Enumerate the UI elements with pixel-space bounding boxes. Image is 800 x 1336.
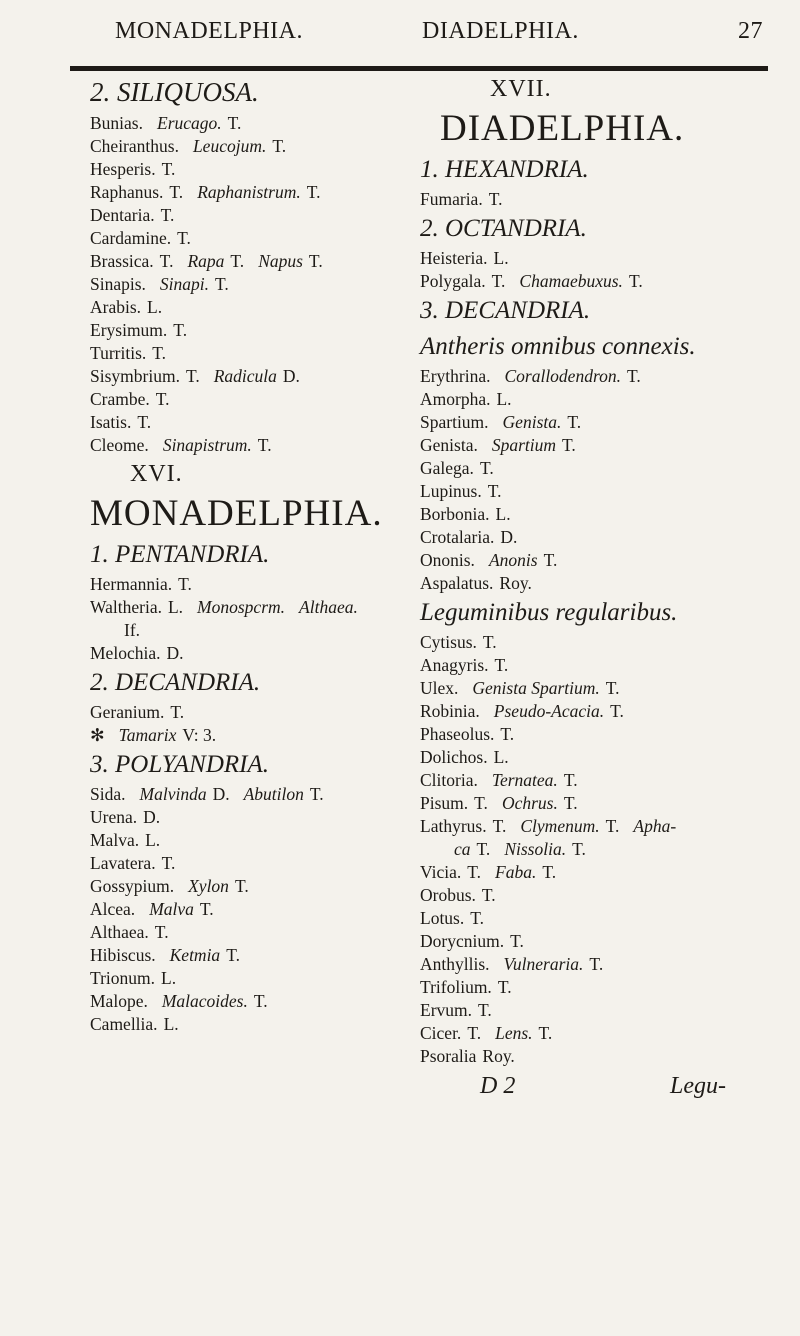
taxon-entry bbox=[90, 829, 420, 852]
genus-name: Isatis. bbox=[90, 412, 132, 432]
genus-name: Lotus. bbox=[420, 908, 465, 928]
authority: T. bbox=[308, 251, 323, 271]
order-heading: Antheris omnibus connexis. bbox=[420, 333, 696, 360]
authority: T. bbox=[154, 922, 169, 942]
catchword: Legu- bbox=[670, 1073, 726, 1099]
class-number: XVI. bbox=[130, 461, 183, 487]
synonym: Malvinda bbox=[139, 784, 207, 804]
genus-name: Amorpha. bbox=[420, 389, 491, 409]
genus-name: Cleome. bbox=[90, 435, 149, 455]
authority: D. bbox=[282, 366, 300, 386]
genus-name: Cytisus. bbox=[420, 632, 477, 652]
order-heading: 1. PENTANDRIA. bbox=[90, 541, 270, 568]
order-heading: 3. POLYANDRIA. bbox=[90, 751, 270, 778]
authority: T. bbox=[161, 853, 176, 873]
authority: T. bbox=[161, 159, 176, 179]
authority: T. bbox=[491, 271, 506, 291]
order-heading: 1. HEXANDRIA. bbox=[420, 156, 589, 183]
authority: T. bbox=[215, 274, 229, 294]
synonym: Malva bbox=[149, 899, 194, 919]
authority: D. bbox=[500, 527, 518, 547]
authority: D. bbox=[143, 807, 161, 827]
synonym: Ochrus. bbox=[501, 793, 558, 813]
taxon-entry bbox=[420, 572, 790, 595]
authority: T. bbox=[234, 876, 249, 896]
genus-name: Polygala. bbox=[420, 271, 486, 291]
genus-name: Erysimum. bbox=[90, 320, 168, 340]
genus-name: Melochia. bbox=[90, 643, 161, 663]
genus-name: Ononis. bbox=[420, 550, 475, 570]
synonym: Rapa bbox=[187, 251, 225, 271]
taxon-entry bbox=[420, 388, 790, 411]
taxon-entry bbox=[90, 806, 420, 829]
authority: T. bbox=[605, 678, 620, 698]
authority: T. bbox=[152, 343, 167, 363]
genus-name: Dentaria. bbox=[90, 205, 155, 225]
authority: L. bbox=[161, 968, 177, 988]
section-heading: 2. SILIQUOSA. bbox=[90, 77, 259, 107]
authority: T. bbox=[487, 481, 502, 501]
order-heading: 3. DECANDRIA. bbox=[420, 297, 591, 324]
taxon-entry bbox=[90, 701, 420, 724]
taxon-entry bbox=[90, 852, 420, 875]
synonym: Sinapi. bbox=[159, 274, 210, 294]
authority: T. bbox=[563, 793, 578, 813]
taxon-entry bbox=[90, 227, 420, 250]
genus-name: Raphanus. bbox=[90, 182, 164, 202]
authority: T. bbox=[185, 366, 200, 386]
taxon-entry bbox=[90, 898, 420, 921]
genus-name: Alcea. bbox=[90, 899, 136, 919]
synonym: Apha- bbox=[633, 816, 677, 836]
authority: T. bbox=[478, 1000, 492, 1020]
taxon-entry bbox=[90, 296, 420, 319]
authority: T. bbox=[173, 320, 188, 340]
synonym: Lens. bbox=[495, 1023, 533, 1043]
genus-name: Crotalaria. bbox=[420, 527, 495, 547]
order-heading: 2. OCTANDRIA. bbox=[420, 215, 587, 242]
taxon-entry bbox=[90, 967, 420, 990]
synonym: Althaea. bbox=[299, 597, 358, 617]
authority: If. bbox=[124, 620, 141, 640]
genus-name: Psoralia bbox=[420, 1046, 477, 1066]
authority: T. bbox=[199, 899, 214, 919]
taxon-entry bbox=[420, 953, 790, 976]
authority: Roy. bbox=[499, 573, 532, 593]
genus-name: Fumaria. bbox=[420, 189, 483, 209]
taxon-entry bbox=[420, 1022, 790, 1045]
taxon-entry bbox=[420, 247, 790, 270]
taxon-entry bbox=[420, 434, 790, 457]
authority: L. bbox=[496, 389, 512, 409]
synonym: Chamaebuxus. bbox=[519, 271, 623, 291]
taxon-entry bbox=[420, 526, 790, 549]
class-title: DIADELPHIA. bbox=[440, 108, 685, 149]
page-number: 27 bbox=[738, 18, 763, 44]
authority: T. bbox=[562, 435, 576, 455]
genus-name: Brassica. bbox=[90, 251, 154, 271]
taxon-entry bbox=[90, 204, 420, 227]
class-title: MONADELPHIA. bbox=[90, 493, 383, 534]
taxon-entry bbox=[90, 112, 420, 135]
genus-name: Genista. bbox=[420, 435, 478, 455]
taxon-entry bbox=[90, 921, 420, 944]
authority: T. bbox=[488, 189, 503, 209]
genus-name: Vicia. bbox=[420, 862, 462, 882]
authority: D. bbox=[166, 643, 184, 663]
taxon-entry bbox=[420, 270, 790, 293]
authority: D. bbox=[212, 784, 230, 804]
taxon-entry bbox=[420, 654, 790, 677]
authority: L. bbox=[163, 1014, 179, 1034]
authority: T. bbox=[467, 862, 482, 882]
genus-name: Urena. bbox=[90, 807, 138, 827]
genus-name: Anthyllis. bbox=[420, 954, 490, 974]
synonym: Malacoides. bbox=[161, 991, 248, 1011]
order-heading: 2. DECANDRIA. bbox=[90, 669, 261, 696]
authority: T. bbox=[481, 885, 496, 905]
synonym: Tamarix bbox=[118, 725, 177, 745]
right-column bbox=[420, 72, 790, 1104]
synonym: Sinapistrum. bbox=[162, 435, 252, 455]
genus-name: Cheiranthus. bbox=[90, 136, 179, 156]
taxon-entry bbox=[90, 642, 420, 665]
signature-mark: D 2 bbox=[480, 1073, 516, 1099]
genus-name: Malope. bbox=[90, 991, 148, 1011]
order-heading: Leguminibus regularibus. bbox=[420, 599, 678, 626]
authority: T. bbox=[227, 113, 242, 133]
taxon-entry bbox=[420, 700, 790, 723]
taxon-entry bbox=[420, 188, 790, 211]
genus-name: Trifolium. bbox=[420, 977, 492, 997]
authority: T. bbox=[500, 724, 515, 744]
authority: T. bbox=[177, 228, 191, 248]
authority: T. bbox=[589, 954, 604, 974]
authority: T. bbox=[160, 205, 175, 225]
authority: T. bbox=[253, 991, 268, 1011]
authority: T. bbox=[230, 251, 245, 271]
header-center-title: DIADELPHIA. bbox=[422, 18, 579, 44]
running-header bbox=[0, 18, 800, 68]
synonym: Radicula bbox=[213, 366, 277, 386]
synonym: Abutilon bbox=[243, 784, 304, 804]
authority: T. bbox=[626, 366, 641, 386]
authority: T. bbox=[272, 136, 287, 156]
authority: T. bbox=[170, 702, 185, 722]
taxon-entry bbox=[90, 181, 420, 204]
authority: T. bbox=[563, 770, 578, 790]
synonym: Clymenum. bbox=[520, 816, 600, 836]
authority: T. bbox=[474, 793, 488, 813]
taxon-entry bbox=[90, 411, 420, 434]
taxon-entry bbox=[90, 135, 420, 158]
synonym: Genista Spartium. bbox=[472, 678, 600, 698]
taxon-entry bbox=[90, 319, 420, 342]
taxon-entry bbox=[90, 273, 420, 296]
genus-name: Spartium. bbox=[420, 412, 489, 432]
authority: T. bbox=[309, 784, 324, 804]
synonym: Anonis bbox=[488, 550, 538, 570]
taxon-entry bbox=[90, 724, 420, 747]
genus-name: Hibiscus. bbox=[90, 945, 156, 965]
taxon-entry bbox=[420, 723, 790, 746]
authority: T. bbox=[159, 251, 174, 271]
authority: T. bbox=[497, 977, 512, 997]
genus-name: Waltheria. bbox=[90, 597, 162, 617]
genus-name: Althaea. bbox=[90, 922, 149, 942]
taxon-entry bbox=[90, 875, 420, 898]
taxon-entry bbox=[420, 792, 790, 815]
synonym: Xylon bbox=[188, 876, 229, 896]
genus-name: ✻ bbox=[90, 725, 105, 745]
taxon-entry bbox=[90, 342, 420, 365]
authority: T. bbox=[306, 182, 321, 202]
genus-name: Crambe. bbox=[90, 389, 150, 409]
genus-name: Borbonia. bbox=[420, 504, 490, 524]
authority: T. bbox=[467, 1023, 482, 1043]
genus-name: Lathyrus. bbox=[420, 816, 487, 836]
synonym: Vulneraria. bbox=[503, 954, 584, 974]
left-column bbox=[90, 72, 420, 1036]
authority: T. bbox=[572, 839, 586, 859]
synonym: Faba. bbox=[495, 862, 537, 882]
genus-name: Aspalatus. bbox=[420, 573, 494, 593]
genus-name: Sinapis. bbox=[90, 274, 146, 294]
genus-name: Ulex. bbox=[420, 678, 459, 698]
genus-name: Lupinus. bbox=[420, 481, 482, 501]
authority: T. bbox=[257, 435, 272, 455]
taxon-entry bbox=[420, 631, 790, 654]
authority: L. bbox=[495, 504, 511, 524]
taxon-entry bbox=[90, 388, 420, 411]
taxon-entry bbox=[420, 1045, 790, 1068]
synonym: Spartium bbox=[491, 435, 557, 455]
class-number: XVII. bbox=[490, 76, 552, 102]
authority: T. bbox=[476, 839, 491, 859]
authority: L. bbox=[145, 830, 161, 850]
taxon-entry bbox=[90, 434, 420, 457]
genus-name: Robinia. bbox=[420, 701, 480, 721]
genus-name: Gossypium. bbox=[90, 876, 175, 896]
authority: T. bbox=[155, 389, 170, 409]
genus-name: Trionum. bbox=[90, 968, 156, 988]
genus-name: Camellia. bbox=[90, 1014, 158, 1034]
genus-name: Bunias. bbox=[90, 113, 143, 133]
taxon-entry bbox=[420, 746, 790, 769]
genus-name: Erythrina. bbox=[420, 366, 491, 386]
genus-name: Hermannia. bbox=[90, 574, 173, 594]
genus-name: Geranium. bbox=[90, 702, 165, 722]
authority: Roy. bbox=[482, 1046, 515, 1066]
genus-name: Cardamine. bbox=[90, 228, 172, 248]
taxon-entry bbox=[90, 573, 420, 596]
synonym: Monospcrm. bbox=[197, 597, 286, 617]
authority: T. bbox=[510, 931, 524, 951]
taxon-entry bbox=[420, 457, 790, 480]
genus-name: Cicer. bbox=[420, 1023, 462, 1043]
authority: T. bbox=[226, 945, 240, 965]
authority: T. bbox=[137, 412, 152, 432]
genus-name: Anagyris. bbox=[420, 655, 489, 675]
synonym: Ternatea. bbox=[491, 770, 558, 790]
genus-name: Sida. bbox=[90, 784, 126, 804]
authority: T. bbox=[482, 632, 497, 652]
taxon-entry bbox=[420, 549, 790, 572]
taxon-entry bbox=[420, 411, 790, 434]
synonym: Erucago. bbox=[157, 113, 222, 133]
taxon-entry bbox=[420, 999, 790, 1022]
taxon-entry bbox=[420, 365, 790, 388]
authority: T. bbox=[494, 655, 509, 675]
authority: L. bbox=[493, 747, 509, 767]
authority: T. bbox=[610, 701, 624, 721]
genus-name: Heisteria. bbox=[420, 248, 488, 268]
taxon-entry bbox=[90, 944, 420, 967]
genus-name: Phaseolus. bbox=[420, 724, 495, 744]
synonym: Corallodendron. bbox=[504, 366, 621, 386]
taxon-entry bbox=[90, 990, 420, 1013]
header-left-title: MONADELPHIA. bbox=[115, 18, 303, 44]
synonym: Genista. bbox=[502, 412, 562, 432]
authority: T. bbox=[169, 182, 184, 202]
synonym: Ketmia bbox=[169, 945, 221, 965]
authority: T. bbox=[492, 816, 507, 836]
genus-name: Malva. bbox=[90, 830, 140, 850]
authority: V: 3. bbox=[182, 725, 217, 745]
taxon-entry bbox=[420, 838, 790, 861]
taxon-entry bbox=[420, 907, 790, 930]
authority: T. bbox=[479, 458, 494, 478]
taxon-entry bbox=[420, 480, 790, 503]
taxon-entry bbox=[420, 976, 790, 999]
taxon-entry bbox=[420, 503, 790, 526]
synonym: Napus bbox=[258, 251, 303, 271]
genus-name: Ervum. bbox=[420, 1000, 473, 1020]
genus-name: Hesperis. bbox=[90, 159, 156, 179]
synonym: Raphanistrum. bbox=[197, 182, 301, 202]
authority: L. bbox=[167, 597, 184, 617]
genus-name: Dorycnium. bbox=[420, 931, 505, 951]
taxon-entry bbox=[420, 815, 790, 838]
authority: T. bbox=[605, 816, 620, 836]
authority: T. bbox=[567, 412, 582, 432]
taxon-entry bbox=[420, 861, 790, 884]
genus-name: Orobus. bbox=[420, 885, 476, 905]
genus-name: Turritis. bbox=[90, 343, 147, 363]
authority: T. bbox=[178, 574, 192, 594]
genus-name: Lavatera. bbox=[90, 853, 156, 873]
authority: T. bbox=[628, 271, 643, 291]
taxon-entry bbox=[90, 783, 420, 806]
taxon-entry bbox=[90, 250, 420, 273]
genus-name: Clitoria. bbox=[420, 770, 478, 790]
authority: T. bbox=[543, 550, 558, 570]
taxon-entry bbox=[90, 596, 420, 619]
genus-name: Sisymbrium. bbox=[90, 366, 180, 386]
authority: T. bbox=[470, 908, 485, 928]
synonym: Leucojum. bbox=[192, 136, 267, 156]
taxon-entry bbox=[420, 769, 790, 792]
genus-name: Pisum. bbox=[420, 793, 469, 813]
taxon-entry bbox=[420, 677, 790, 700]
genus-name: Galega. bbox=[420, 458, 474, 478]
taxon-entry bbox=[90, 365, 420, 388]
synonym: Pseudo-Acacia. bbox=[493, 701, 605, 721]
taxon-entry bbox=[420, 930, 790, 953]
synonym: ca bbox=[454, 839, 471, 859]
page-footer bbox=[420, 1068, 790, 1104]
authority: T. bbox=[542, 862, 557, 882]
authority: L. bbox=[147, 297, 163, 317]
taxon-entry bbox=[90, 158, 420, 181]
header-rule bbox=[70, 66, 768, 71]
authority: T. bbox=[538, 1023, 553, 1043]
taxon-entry bbox=[90, 619, 420, 642]
taxon-entry bbox=[90, 1013, 420, 1036]
authority: L. bbox=[493, 248, 509, 268]
taxon-entry bbox=[420, 884, 790, 907]
genus-name: Arabis. bbox=[90, 297, 142, 317]
synonym: Nissolia. bbox=[504, 839, 567, 859]
genus-name: Dolichos. bbox=[420, 747, 488, 767]
